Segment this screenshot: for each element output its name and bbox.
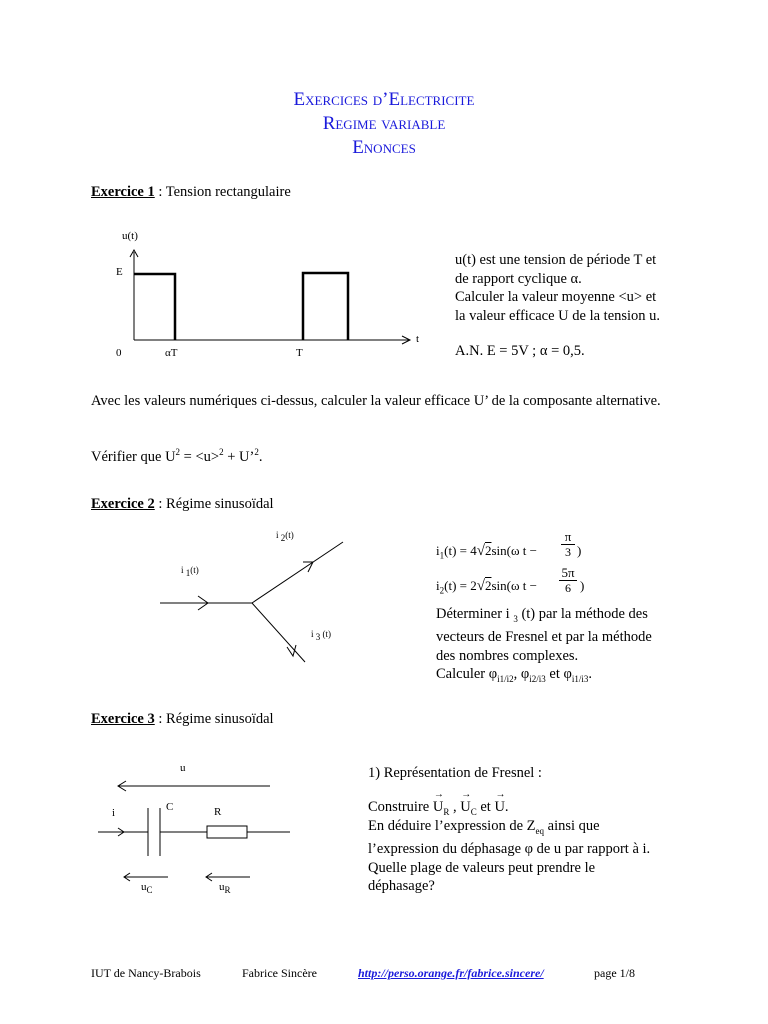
- phi-end: .: [588, 666, 592, 683]
- eq2-sin: sin(ω t −: [491, 578, 537, 593]
- ur-label: [219, 881, 231, 895]
- ex3-line: déphasage?: [368, 878, 435, 895]
- verify-prefix: Vérifier que U: [91, 448, 176, 465]
- sup-2: 2: [254, 447, 259, 457]
- ex2-line: vecteurs de Fresnel et par la méthode: [436, 629, 652, 646]
- vector-u: [494, 798, 504, 817]
- eq1-sqrt-arg: 2: [484, 543, 492, 558]
- c-label: C: [166, 801, 174, 813]
- question-1: 1) Représentation de Fresnel :: [368, 765, 542, 781]
- exercise-3-text: [368, 817, 650, 896]
- eq1-num: π: [564, 529, 572, 544]
- phi-sub3: i1/i3: [571, 674, 589, 685]
- comma: ,: [449, 799, 461, 815]
- eq2-lhs: i: [436, 578, 440, 593]
- sup-2: 2: [175, 447, 181, 457]
- i3-letter: i: [311, 629, 314, 639]
- period-label: T: [296, 347, 303, 359]
- exercise-2-subtitle: : Régime sinusoïdal: [154, 496, 274, 512]
- i2-letter: i: [276, 530, 279, 540]
- numeric-application: A.N. E = 5V ; α = 0,5.: [455, 343, 585, 359]
- eq2-coef: (t) = 2: [444, 578, 477, 593]
- footer-institution: IUT de Nancy-Brabois: [91, 966, 201, 980]
- i1-sub: 1: [185, 567, 191, 578]
- eq2-sqrt-arg: 2: [484, 578, 492, 593]
- eq1-sub: 1: [439, 550, 445, 561]
- phi-sub2: i2/i3: [529, 674, 546, 685]
- verify-mid1: = <u>: [180, 448, 220, 465]
- zeq-post: ainsi que: [544, 818, 600, 834]
- eq1-den: 3: [561, 544, 575, 559]
- exercise-1-label: Exercice 1: [91, 184, 155, 200]
- ur-sub: R: [224, 885, 231, 896]
- eq1-sin: sin(ω t −: [491, 543, 537, 558]
- i3-t: (t): [320, 629, 332, 639]
- ex2-sub3: 3: [513, 613, 518, 624]
- ex3-line: l’expression du déphasage φ de u par rapport à i.: [368, 841, 651, 858]
- eq2-num: 5π: [561, 565, 575, 580]
- footer-author: Fabrice Sincère: [242, 966, 317, 980]
- phi-et: et φ: [545, 666, 572, 683]
- zeq-pre: En déduire l’expression de Z: [368, 818, 536, 834]
- ur-sub: R: [443, 806, 450, 817]
- footer-link[interactable]: http://perso.orange.fr/fabrice.sincere/: [358, 966, 544, 980]
- i2-t: (t): [285, 530, 294, 540]
- page-subtitle-2: Enonces: [352, 137, 416, 158]
- phi-calc: Calculer φ: [436, 666, 498, 683]
- i-label: i: [112, 807, 116, 819]
- exercise-2-label: Exercice 2: [91, 496, 155, 512]
- eq2-sub: 2: [439, 585, 445, 596]
- exercise-1-paragraph: Avec les valeurs numériques ci-dessus, calculer la valeur efficace U’ de la composante alternative.: [91, 393, 661, 409]
- et: et: [476, 799, 495, 815]
- page-subtitle: Regime variable: [322, 113, 446, 134]
- exercise-1-subtitle: : Tension rectangulaire: [154, 184, 291, 200]
- ex1-line: la valeur efficace U de la tension u.: [455, 307, 661, 324]
- e-level-label: E: [116, 266, 123, 278]
- y-axis-label: u(t): [122, 230, 138, 242]
- r-label: R: [214, 806, 222, 818]
- u-letter: U: [494, 799, 505, 815]
- ur-letter: U: [432, 799, 444, 815]
- footer-page-number: page 1/8: [594, 966, 635, 980]
- uc-label: [141, 881, 153, 895]
- ex3-line: Quelle plage de valeurs peut prendre le: [368, 859, 596, 876]
- sqrt-icon: √: [476, 543, 485, 559]
- eq1-close: ): [577, 543, 582, 558]
- uc-letter: u: [141, 881, 147, 893]
- eq2-den: 6: [559, 580, 577, 595]
- i3-sub: 3: [315, 631, 321, 642]
- ex2-line-b: (t) par la méthode des: [521, 606, 648, 622]
- u-label: u: [180, 762, 186, 774]
- ur-letter: u: [219, 881, 225, 893]
- ex2-line: des nombres complexes.: [436, 647, 579, 664]
- zeq-sub: eq: [535, 825, 545, 836]
- ex2-line-a: Déterminer i: [436, 606, 510, 622]
- verify-end: .: [258, 448, 263, 465]
- exercise-3-subtitle: : Régime sinusoïdal: [154, 711, 274, 727]
- phi-sep: , φ: [513, 666, 530, 683]
- zeq-line: [368, 817, 650, 840]
- ex1-line: Calculer la valeur moyenne <u> et: [455, 289, 657, 305]
- eq1-coef: (t) = 4: [444, 543, 477, 558]
- ex1-line: u(t) est une tension de période T et: [455, 252, 657, 268]
- page-title: Exercices d’Electricite: [293, 89, 475, 110]
- uc-sub: C: [146, 885, 153, 896]
- dot: .: [504, 799, 509, 815]
- i2-sub: 2: [280, 532, 286, 543]
- eq1-lhs: i: [436, 543, 440, 558]
- uc-letter: U: [460, 799, 471, 815]
- uc-sub: C: [470, 806, 477, 817]
- sqrt-icon: √: [476, 578, 485, 594]
- construire: Construire: [368, 799, 433, 815]
- sup-2: 2: [219, 447, 224, 457]
- exercise-3-label: Exercice 3: [91, 711, 155, 727]
- verify-mid2: + U’: [223, 448, 255, 465]
- ex1-line: de rapport cyclique α.: [455, 270, 582, 287]
- i1-t: (t): [190, 565, 199, 575]
- t-axis-label: t: [416, 333, 420, 345]
- origin-label: 0: [116, 347, 122, 359]
- eq2-close: ): [580, 578, 585, 593]
- alpha-t-label: αT: [165, 347, 178, 359]
- phi-sub1: i1/i2: [497, 674, 514, 685]
- i1-letter: i: [181, 565, 184, 575]
